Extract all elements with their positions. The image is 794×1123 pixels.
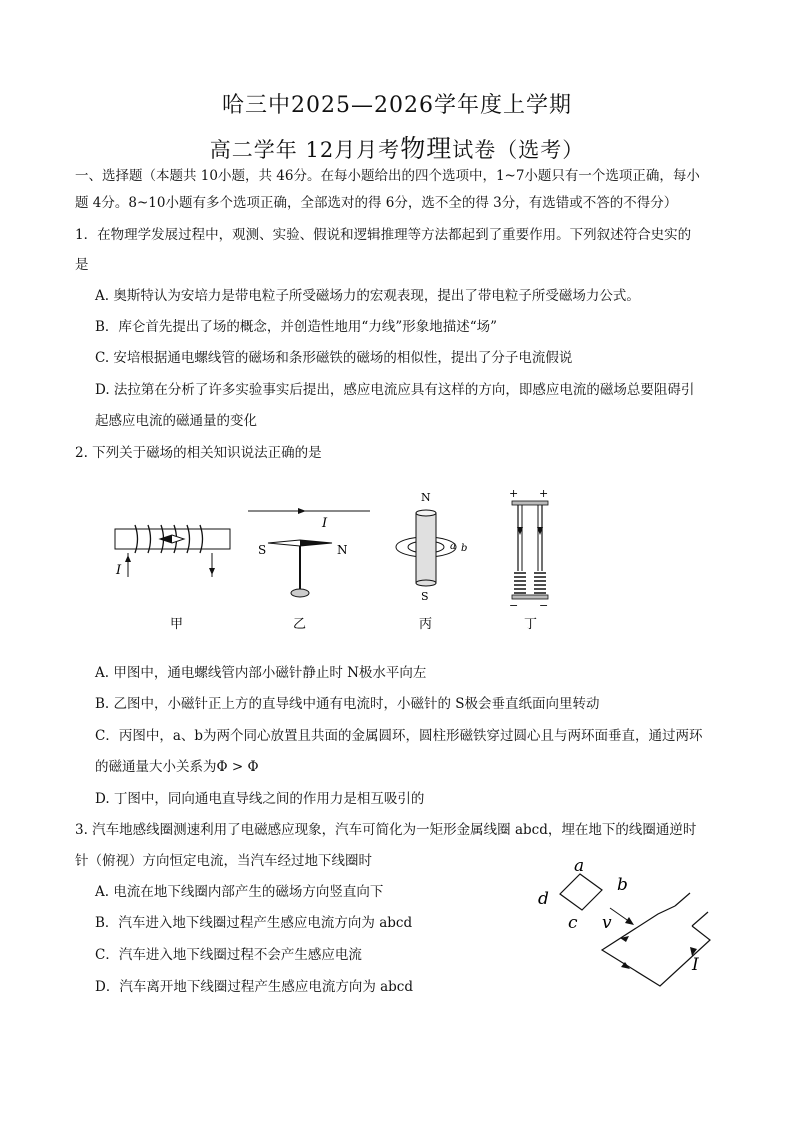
q2-stem: 2. 下列关于磁场的相关知识说法正确的是 [75, 445, 322, 461]
fig-jia-solenoid [115, 525, 230, 578]
q2-option-a: A. 甲图中，通电螺线管内部小磁针静止时 N极水平向左 [95, 665, 427, 681]
ground-current-label: I [692, 955, 699, 975]
q3-option-d: D．汽车离开地下线圈过程产生感应电流方向为 abcd [95, 979, 414, 995]
title-line2 [0, 129, 794, 165]
q2-option-b: B. 乙图中，小磁针正上方的直导线中通有电流时，小磁针的 S极会垂直纸面向里转动 [95, 696, 600, 712]
fig-bing-magnet-rings [396, 491, 467, 603]
title-line2-a: 高二学年 12月月考 [209, 138, 401, 162]
car-coil-abcd [538, 856, 628, 933]
fig-yi-current-label: I [322, 516, 328, 531]
fig-ding-plus-right: + [539, 487, 549, 500]
fig-bing-pole-s: S [421, 590, 429, 603]
q3-stem-line2: 针（俯视）方向恒定电流，当汽车经过地下线圈时 [75, 853, 372, 869]
velocity-label: v [602, 913, 612, 933]
fig-jia-current-label: I [116, 563, 122, 578]
fig-label-yi: 乙 [293, 617, 307, 632]
fig-yi-pole-s: S [258, 543, 267, 557]
fig-bing-pole-n: N [421, 491, 431, 504]
section-instructions-line2: 题 4分。8~10小题有多个选项正确，全部选对的得 6分，选不全的得 3分，有选错或不答的不得分） [75, 195, 678, 211]
q3-stem-line1: 3. 汽车地感线圈测速利用了电磁感应现象，汽车可简化为一矩形金属线圈 abcd，埋在地下的线圈通逆时 [75, 822, 697, 838]
fig-label-bing: 丙 [419, 617, 433, 632]
fig-ding-minus-right: − [539, 599, 549, 612]
car-coil-label-d: d [538, 889, 549, 909]
car-coil-label-b: b [617, 875, 628, 895]
q1-stem-line2: 是 [75, 257, 89, 273]
q1-option-b: B．库仑首先提出了场的概念，并创造性地用“力线”形象地描述“场” [95, 319, 498, 335]
fig-yi-compass [248, 508, 370, 597]
q1-option-c: C. 安培根据通电螺线管的磁场和条形磁铁的磁场的相似性，提出了分子电流假说 [95, 350, 573, 366]
q3-option-c: C．汽车进入地下线圈过程不会产生感应电流 [95, 947, 362, 963]
fig-yi-pole-n: N [337, 543, 348, 557]
q3-figure-coil [530, 852, 730, 992]
q3-option-a: A. 电流在地下线圈内部产生的磁场方向竖直向下 [95, 884, 384, 900]
title-line1: 哈三中2025—2026学年度上学期 [222, 93, 572, 118]
title-line2-subject: 物理 [400, 134, 453, 163]
q2-option-c-line1: C．丙图中，a、b为两个同心放置且共面的金属圆环，圆柱形磁铁穿过圆心且与两环面垂直，通过两环 [95, 728, 703, 744]
q1-option-d-line1: D. 法拉第在分析了许多实验事实后提出，感应电流应具有这样的方向，即感应电流的磁场总要阻碍引 [95, 382, 695, 398]
q2-figures [100, 485, 580, 635]
car-coil-label-a: a [574, 856, 585, 876]
fig-ding-parallel-wires [509, 487, 548, 612]
fig-bing-ring-a: a [450, 541, 456, 552]
q2-option-d: D. 丁图中，同向通电直导线之间的作用力是相互吸引的 [95, 791, 425, 807]
velocity-arrow [602, 908, 634, 933]
q2-option-c-line2: 的磁通量大小关系为Φ > Φ [95, 759, 259, 775]
q1-option-d-line2: 起感应电流的磁通量的变化 [95, 413, 257, 429]
q3-option-b: B．汽车进入地下线圈过程产生感应电流方向为 abcd [95, 915, 413, 931]
fig-label-ding: 丁 [524, 617, 538, 632]
q1-stem-line1: 1．在物理学发展过程中，观测、实验、假说和逻辑推理等方法都起到了重要作用。下列叙述符合史实的 [75, 227, 692, 243]
section-instructions-line1: 一、选择题（本题共 10小题，共 46分。在每小题给出的四个选项中，1~7小题只有一个选项正确，每小 [75, 168, 700, 184]
fig-ding-plus-left: + [509, 487, 519, 500]
ground-coil [602, 893, 710, 986]
q1-option-a: A. 奥斯特认为安培力是带电粒子所受磁场力的宏观表现，提出了带电粒子所受磁场力公式。 [95, 288, 640, 304]
car-coil-label-c: c [568, 913, 578, 933]
fig-ding-minus-left: − [509, 599, 519, 612]
fig-bing-ring-b: b [461, 543, 468, 554]
title-line2-c: 试卷（选考） [452, 138, 585, 162]
fig-label-jia: 甲 [170, 617, 184, 632]
